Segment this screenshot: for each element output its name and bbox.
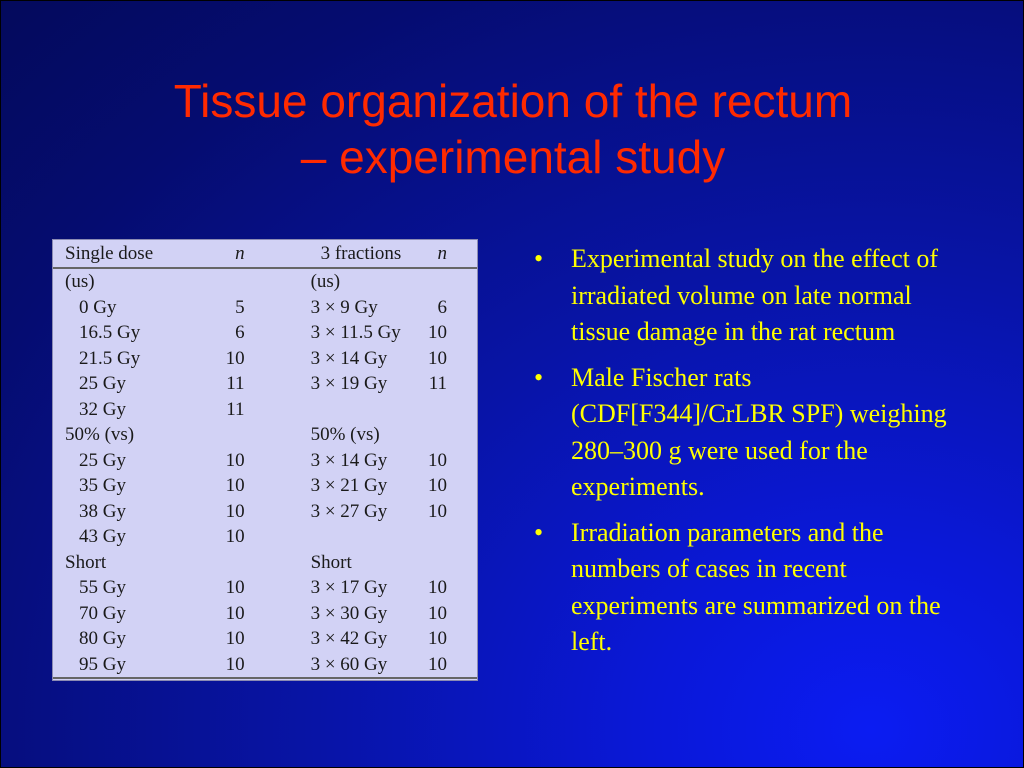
table-cell: 3 × 14 Gy xyxy=(310,347,388,369)
table-cell: 10 xyxy=(428,500,447,522)
table-cell: 10 xyxy=(428,322,447,343)
bullet-text: Male Fischer rats (CDF[F344]/CrLBR SPF) weighing 280–300 g were used for the experiments. xyxy=(571,362,947,501)
table-row xyxy=(53,652,477,679)
table-row xyxy=(53,295,477,321)
table-cell: 95 Gy xyxy=(53,652,187,679)
bullet-text: Experimental study on the effect of irradiated volume on late normal tissue damage in the rat rectum xyxy=(571,244,939,346)
table-cell: 10 xyxy=(225,475,245,496)
table-cell: 10 xyxy=(225,577,245,598)
bullet-marker: • xyxy=(534,244,544,273)
table-row xyxy=(53,524,477,550)
table-cell: 0 Gy xyxy=(79,296,117,318)
bullet-marker: • xyxy=(534,517,544,547)
table-cell: 10 xyxy=(225,347,245,369)
table-cell: 3 × 60 Gy xyxy=(249,652,428,679)
table-cell: 38 Gy xyxy=(79,500,126,522)
table-row xyxy=(53,268,477,295)
table-header-row xyxy=(53,240,477,268)
table-row xyxy=(53,371,477,397)
table-row xyxy=(53,626,477,652)
table-cell: 10 xyxy=(428,449,447,471)
table-cell: 10 xyxy=(187,652,248,679)
table-cell: 5 xyxy=(235,296,245,318)
table-cell: 50% (vs) xyxy=(310,424,380,445)
dose-table xyxy=(53,240,477,679)
table-cell xyxy=(428,422,477,448)
slide-title-line-1: Tissue organization of the rectum xyxy=(173,75,853,127)
table-cell: 10 xyxy=(225,526,245,547)
table-cell xyxy=(428,550,477,576)
table-cell: 3 × 17 Gy xyxy=(310,577,388,598)
bullet-text: Irradiation parameters and the numbers of cases in recent experiments are summarized on the left. xyxy=(571,517,941,656)
table-cell: 11 xyxy=(226,373,245,394)
table-cell: 10 xyxy=(428,602,447,624)
table-cell xyxy=(187,268,248,295)
table-cell: 10 xyxy=(428,628,447,649)
table-cell: 80 Gy xyxy=(79,628,126,649)
header-single-dose: Single dose xyxy=(53,240,187,268)
table-cell: 25 Gy xyxy=(79,449,126,471)
table-row xyxy=(53,346,477,372)
table-cell: 6 xyxy=(235,322,245,343)
table-row xyxy=(53,550,477,576)
table-cell: Short xyxy=(310,551,352,573)
table-cell: 11 xyxy=(428,373,447,394)
table-cell: 35 Gy xyxy=(79,475,126,496)
table-row xyxy=(53,575,477,601)
table-cell: 21.5 Gy xyxy=(79,347,141,369)
table-row xyxy=(53,397,477,423)
bullet-item xyxy=(531,241,951,351)
table-cell: 3 × 42 Gy xyxy=(310,628,388,649)
table-cell xyxy=(428,524,477,550)
bullet-item xyxy=(531,515,951,661)
table-cell: (us) xyxy=(65,271,95,292)
table-cell: 6 xyxy=(437,296,447,318)
slide-title xyxy=(61,73,965,185)
table-cell: 10 xyxy=(225,449,245,471)
table-cell: 3 × 27 Gy xyxy=(310,500,388,522)
table-cell: 16.5 Gy xyxy=(79,322,141,343)
table-cell: 50% (vs) xyxy=(65,424,135,445)
table-row xyxy=(53,473,477,499)
table-cell xyxy=(249,397,428,423)
table-cell xyxy=(249,524,428,550)
table-row xyxy=(53,320,477,346)
table-cell: 3 × 19 Gy xyxy=(310,373,388,394)
table-row xyxy=(53,448,477,474)
table-cell: 32 Gy xyxy=(79,398,126,420)
table-cell: 3 × 30 Gy xyxy=(310,602,388,624)
table-cell: 10 xyxy=(428,347,447,369)
table-cell: 55 Gy xyxy=(79,577,126,598)
header-3-fractions: 3 fractions xyxy=(249,240,428,268)
header-n-fractions: n xyxy=(428,240,477,268)
table-cell: 70 Gy xyxy=(79,602,126,624)
table-cell: 3 × 21 Gy xyxy=(310,475,388,496)
table-cell: 43 Gy xyxy=(79,526,126,547)
table-cell: 25 Gy xyxy=(79,373,126,394)
slide-title-line-2: – experimental study xyxy=(300,131,726,183)
table-row xyxy=(53,499,477,525)
table-cell: 10 xyxy=(428,652,477,679)
table-cell xyxy=(428,397,477,423)
table-cell: 11 xyxy=(226,398,245,420)
table-cell xyxy=(187,550,248,576)
table-row xyxy=(53,422,477,448)
table-cell: 10 xyxy=(428,475,447,496)
table-cell: (us) xyxy=(310,271,341,292)
dose-table-image xyxy=(52,239,478,681)
header-n-single: n xyxy=(187,240,248,268)
table-cell: 10 xyxy=(225,500,245,522)
table-cell xyxy=(187,422,248,448)
table-cell: 10 xyxy=(225,602,245,624)
bullet-marker: • xyxy=(534,362,544,392)
table-row xyxy=(53,601,477,627)
table-cell: 3 × 11.5 Gy xyxy=(310,322,401,343)
table-cell: Short xyxy=(65,551,107,573)
bullet-list xyxy=(531,241,951,670)
table-cell: 10 xyxy=(225,628,245,649)
table-cell: 10 xyxy=(428,577,447,598)
table-cell: 3 × 14 Gy xyxy=(310,449,388,471)
table-cell: 3 × 9 Gy xyxy=(310,296,378,318)
table-cell xyxy=(428,268,477,295)
bullet-item xyxy=(531,360,951,506)
